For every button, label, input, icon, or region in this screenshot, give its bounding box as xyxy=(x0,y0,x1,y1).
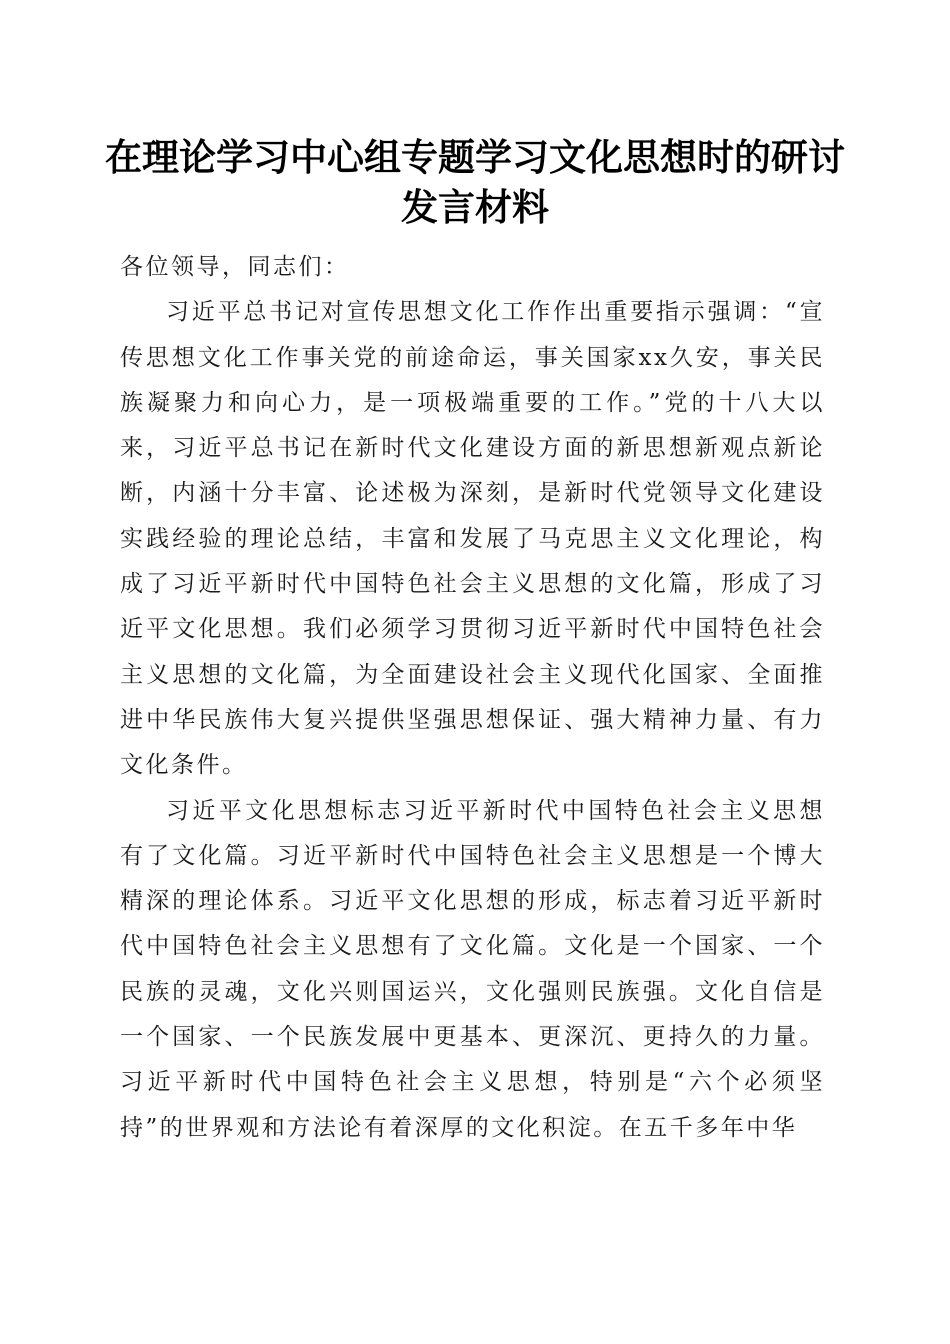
paragraph-2: 习近平文化思想标志习近平新时代中国特色社会主义思想有了文化篇。习近平新时代中国特色社会主义思想是一个博大精深的理论体系。习近平文化思想的形成，标志着习近平新时代中国特色社会主义思想有了文化篇。文化是一个国家、一个民族的灵魂，文化兴则国运兴，文化强则民族强。文化自信是一个国家、一个民族发展中更基本、更深沉、更持久的力量。习近平新时代中国特色社会主义思想，特别是“六个必须坚持”的世界观和方法论有着深厚的文化积淀。在五千多年中华 xyxy=(120,797,825,1141)
salutation: 各位领导，同志们： xyxy=(120,254,350,280)
document-title: 在理论学习中心组专题学习文化思想时的研讨发言材料 xyxy=(105,135,845,229)
document-body xyxy=(120,245,825,1151)
paragraph-1: 习近平总书记对宣传思想文化工作作出重要指示强调：“宣传思想文化工作事关党的前途命运，事关国家xx久安，事关民族凝聚力和向心力，是一项极端重要的工作。”党的十八大以来，习近平总书记在新时代文化建设方面的新思想新观点新论断，内涵十分丰富、论述极为深刻，是新时代党领导文化建设实践经验的理论总结，丰富和发展了马克思主义文化理论，构成了习近平新时代中国特色社会主义思想的文化篇，形成了习近平文化思想。我们必须学习贯彻习近平新时代中国特色社会主义思想的文化篇，为全面建设社会主义现代化国家、全面推进中华民族伟大复兴提供坚强思想保证、强大精神力量、有力文化条件。 xyxy=(120,299,825,779)
